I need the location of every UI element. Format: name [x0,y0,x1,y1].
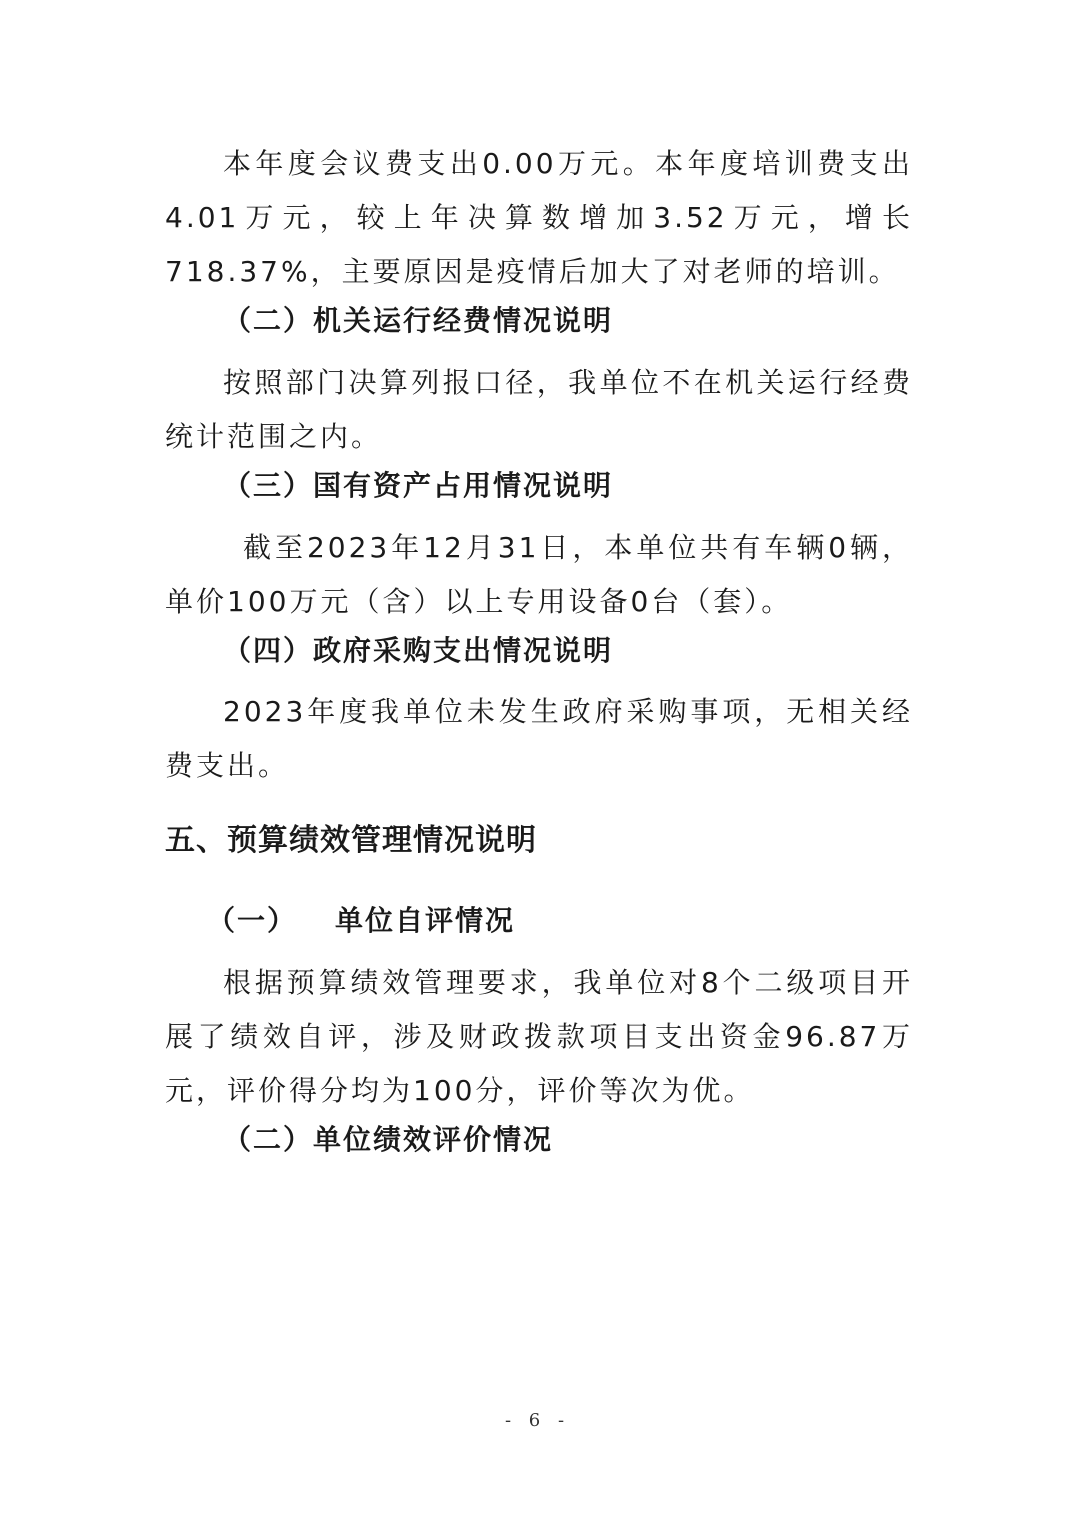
training-expense-paragraph-block [165,137,913,299]
office-operating-paragraph-block [165,356,913,464]
heading-state-assets: （三）国有资产占用情况说明 [223,469,614,502]
state-assets-paragraph: 截至2023年12月31日，本单位共有车辆0辆，单价100万元（含）以上专用设备0台（套）。 [165,531,913,618]
self-evaluation-paragraph-block [165,956,913,1118]
procurement-paragraph: 2023年度我单位未发生政府采购事项，无相关经费支出。 [165,695,913,782]
heading-self-evaluation-title: 单位自评情况 [335,904,516,937]
page-number: - 6 - [504,1410,571,1431]
heading-office-operating-expenses: （二）机关运行经费情况说明 [223,304,614,337]
procurement-paragraph-block [165,685,913,793]
training-expense-paragraph: 本年度会议费支出0.00万元。本年度培训费支出4.01万元，较上年决算数增加3.52万元，增长718.37%，主要原因是疫情后加大了对老师的培训。 [165,147,913,288]
heading-unit-performance-evaluation: （二）单位绩效评价情况 [223,1123,554,1156]
section-five-heading: 五、预算绩效管理情况说明 [165,823,537,858]
office-operating-paragraph: 按照部门决算列报口径，我单位不在机关运行经费统计范围之内。 [165,366,913,453]
self-evaluation-paragraph: 根据预算绩效管理要求，我单位对8个二级项目开展了绩效自评，涉及财政拨款项目支出资金96.87万元，评价得分均为100分，评价等次为优。 [165,966,913,1107]
heading-self-evaluation [207,901,515,941]
state-assets-paragraph-block [165,521,913,629]
heading-government-procurement: （四）政府采购支出情况说明 [223,634,614,667]
heading-self-evaluation-number: （一） [207,904,298,937]
